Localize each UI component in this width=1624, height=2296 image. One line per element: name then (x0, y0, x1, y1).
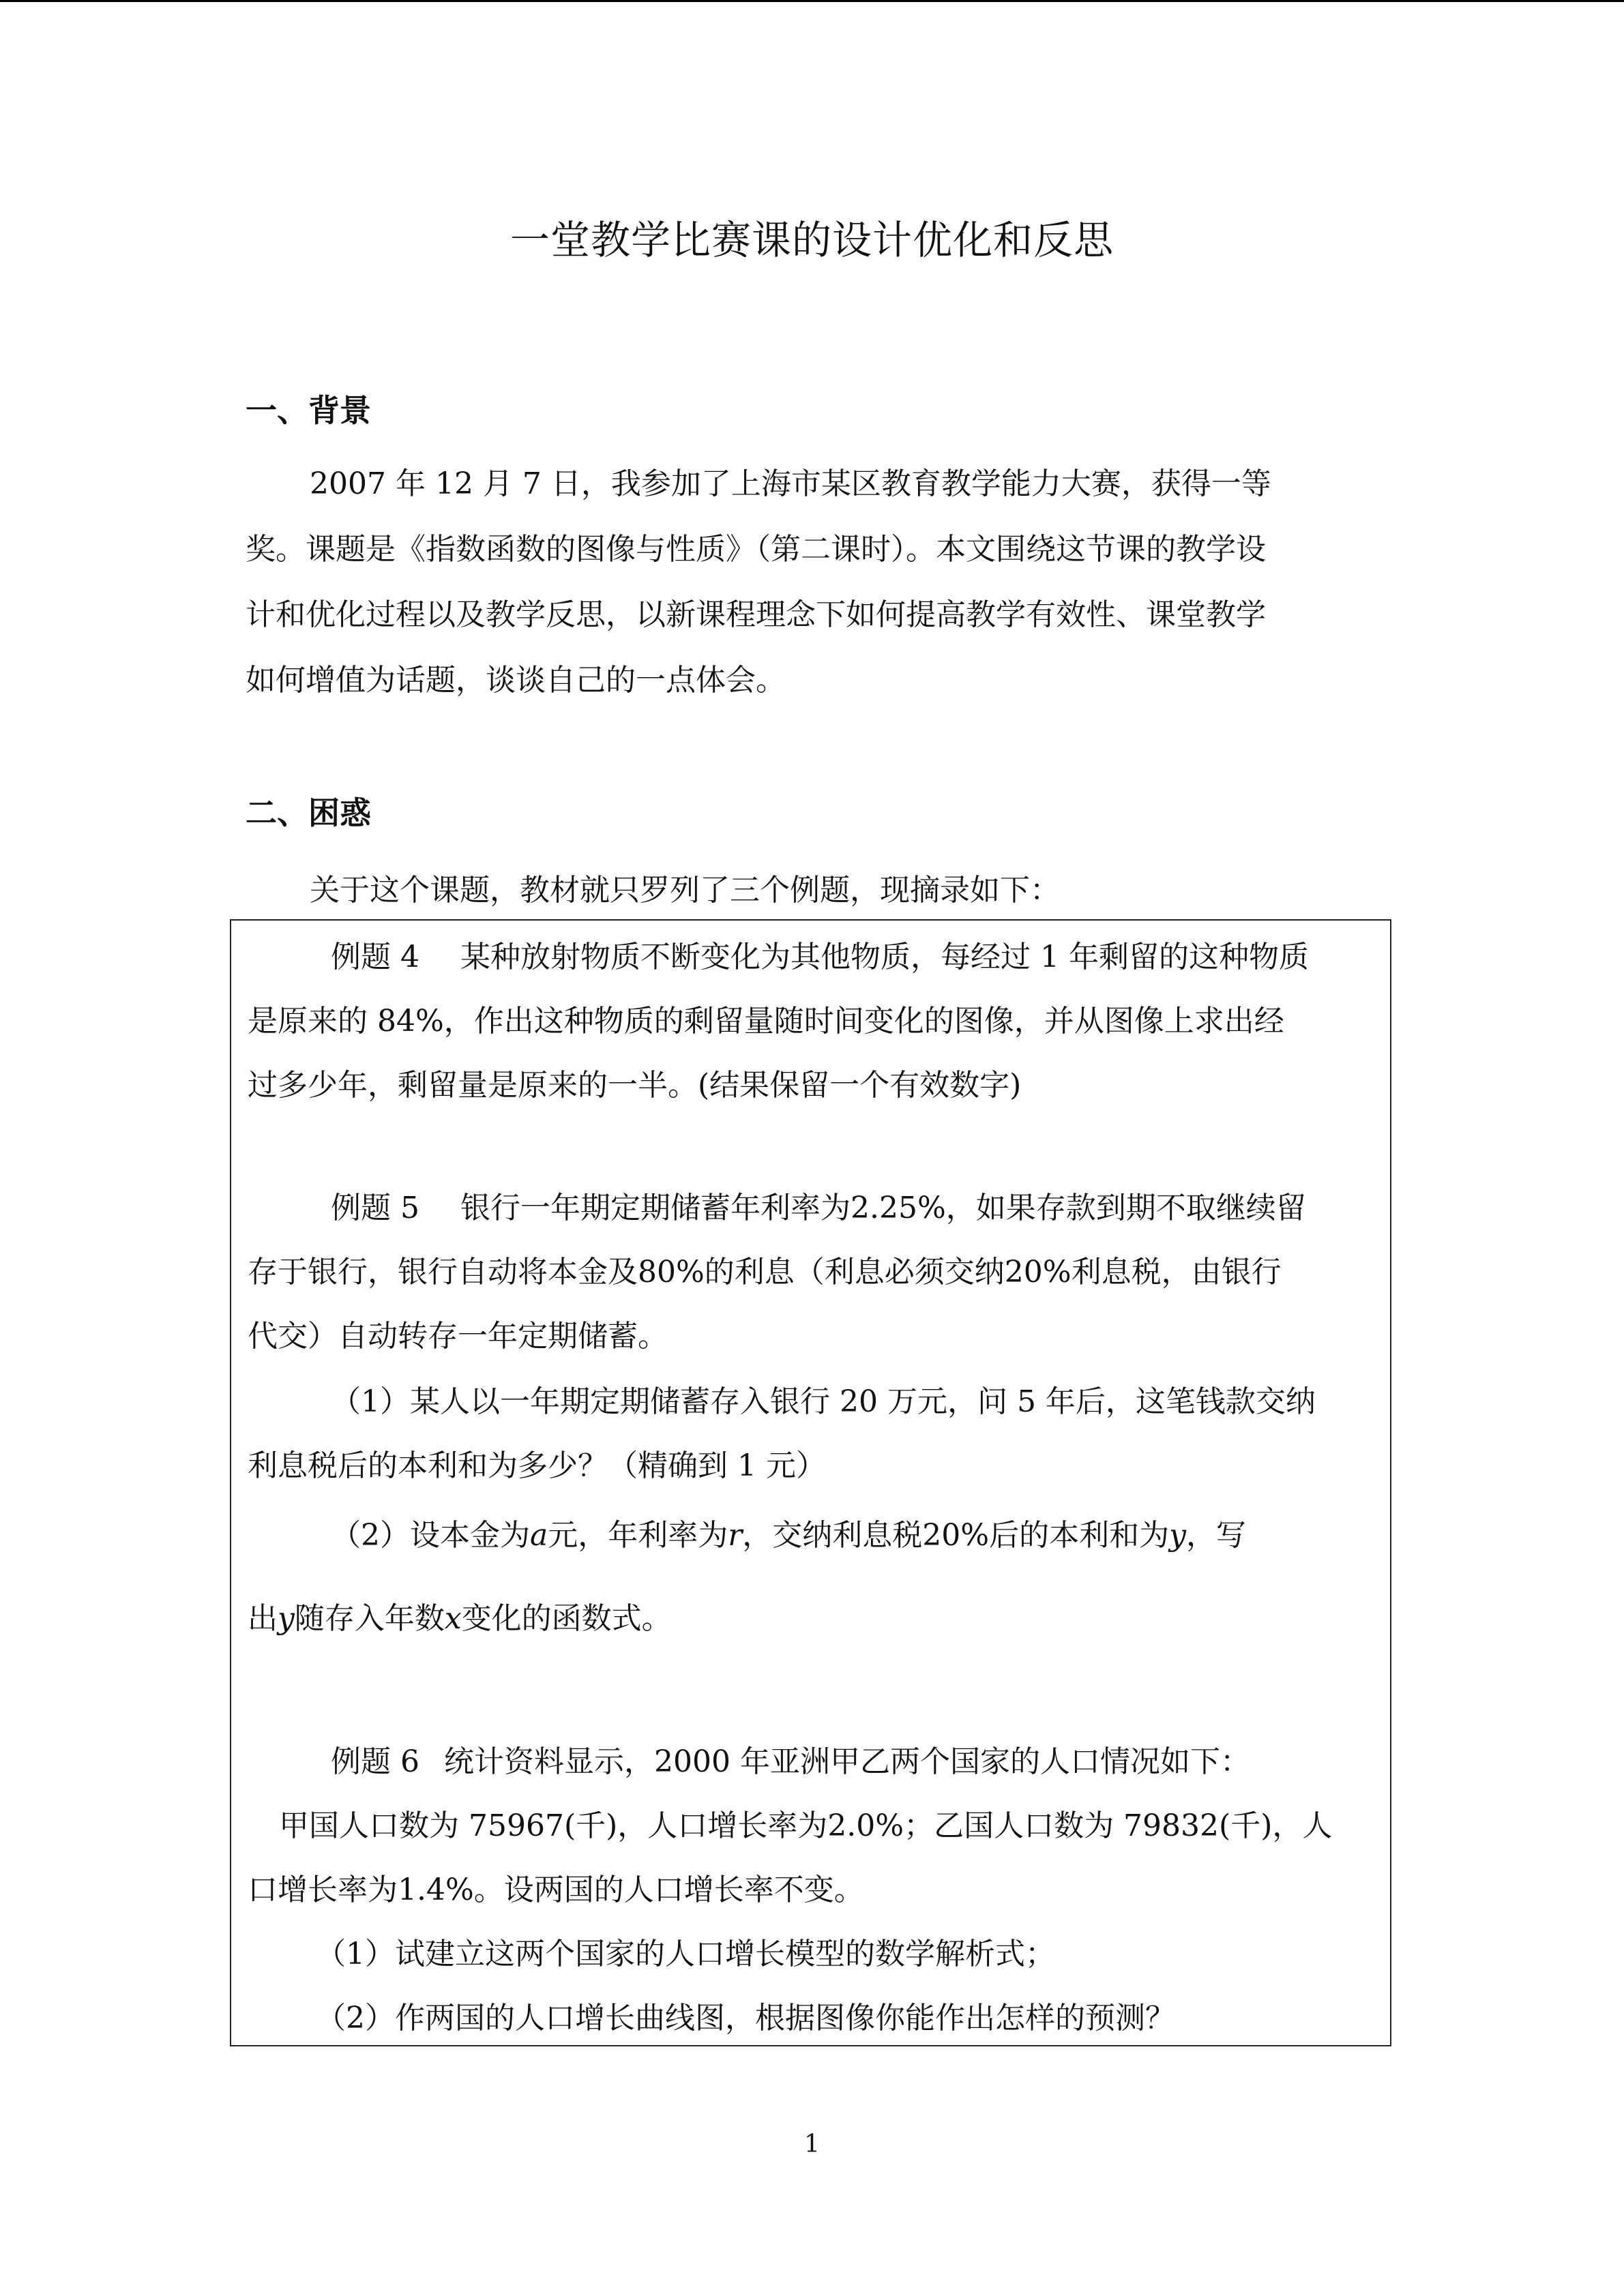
background-line-1: 2007 年 12 月 7 日，我参加了上海市某区教育教学能力大赛，获得一等 (310, 466, 1271, 501)
example5-line-1 (331, 1188, 1306, 1229)
variable-x: x (444, 1601, 462, 1636)
variable-y: y (1169, 1518, 1186, 1553)
example6-line-2: 甲国人口数为 75967(千)，人口增长率为2.0%；乙国人口数为 79832(千)，人 (279, 1808, 1333, 1843)
example5-line-2: 存于银行，银行自动将本金及80%的利息（利息必须交纳20%利息税，由银行 (248, 1255, 1282, 1289)
example5-q2-text-d: ，写 (1185, 1518, 1246, 1553)
example5-q2-text-e: 出 (248, 1601, 278, 1636)
example5-q1-line-1: （1）某人以一年期定期储蓄存入银行 20 万元，问 5 年后，这笔钱款交纳 (331, 1384, 1316, 1419)
example5-q2-text-a: （2）设本金为 (331, 1518, 530, 1553)
example5-q2-text-b: 元，年利率为 (548, 1518, 728, 1553)
section-heading-confusion: 二、困惑 (246, 794, 371, 831)
example4-text-1: 某种放射物质不断变化为其他物质，每经过 1 年剩留的这种物质 (460, 940, 1309, 974)
example6-text-1: 统计资料显示，2000 年亚洲甲乙两个国家的人口情况如下： (443, 1744, 1250, 1779)
example4-line-3: 过多少年，剩留量是原来的一半。(结果保留一个有效数字) (248, 1068, 1022, 1103)
example4-label: 例题 4 (331, 940, 419, 974)
example6-q1: （1）试建立这两个国家的人口增长模型的数学解析式； (316, 1937, 1055, 1971)
background-line-2: 奖。课题是《指数函数的图像与性质》（第二课时）。本文围绕这节课的教学设 (246, 532, 1266, 567)
background-line-4: 如何增值为话题，谈谈自己的一点体会。 (246, 663, 786, 698)
example6-label: 例题 6 (331, 1744, 419, 1779)
example5-q2-line-2 (248, 1598, 672, 1639)
example5-q2-text-g: 变化的函数式。 (461, 1601, 672, 1636)
example6-line-1 (331, 1742, 1250, 1783)
variable-y-2: y (278, 1601, 295, 1636)
example4-line-1 (331, 937, 1309, 978)
example6-line-3: 口增长率为1.4%。设两国的人口增长率不变。 (248, 1873, 864, 1907)
page-number: 1 (804, 2130, 820, 2158)
document-title: 一堂教学比赛课的设计优化和反思 (510, 217, 1114, 263)
section-heading-background: 一、背景 (246, 392, 371, 429)
background-paragraph (246, 451, 1364, 713)
example5-text-1: 银行一年期定期储蓄年利率为2.25%，如果存款到期不取继续留 (460, 1191, 1306, 1225)
example5-label: 例题 5 (331, 1191, 419, 1225)
variable-a: a (530, 1518, 548, 1553)
example5-q1-line-2: 利息税后的本利和为多少？（精确到 1 元） (248, 1448, 826, 1483)
top-border-line (0, 0, 1624, 2)
example5-line-3: 代交）自动转存一年定期储蓄。 (248, 1319, 668, 1354)
background-line-3: 计和优化过程以及教学反思，以新课程理念下如何提高教学有效性、课堂教学 (246, 597, 1266, 632)
example5-q2-text-c: ，交纳利息税20%后的本利和为 (742, 1518, 1170, 1553)
examples-box (230, 919, 1391, 2046)
example4-line-2: 是原来的 84%，作出这种物质的剩留量随时间变化的图像，并从图像上求出经 (248, 1004, 1284, 1039)
example6-q2: （2）作两国的人口增长曲线图，根据图像你能作出怎样的预测？ (316, 2001, 1175, 2036)
confusion-intro (246, 858, 1364, 923)
example5-q2-line-1 (331, 1515, 1246, 1556)
confusion-intro-line: 关于这个课题，教材就只罗列了三个例题，现摘录如下： (310, 873, 1060, 908)
variable-r: r (728, 1518, 743, 1553)
example5-q2-text-f: 随存入年数 (294, 1601, 445, 1636)
